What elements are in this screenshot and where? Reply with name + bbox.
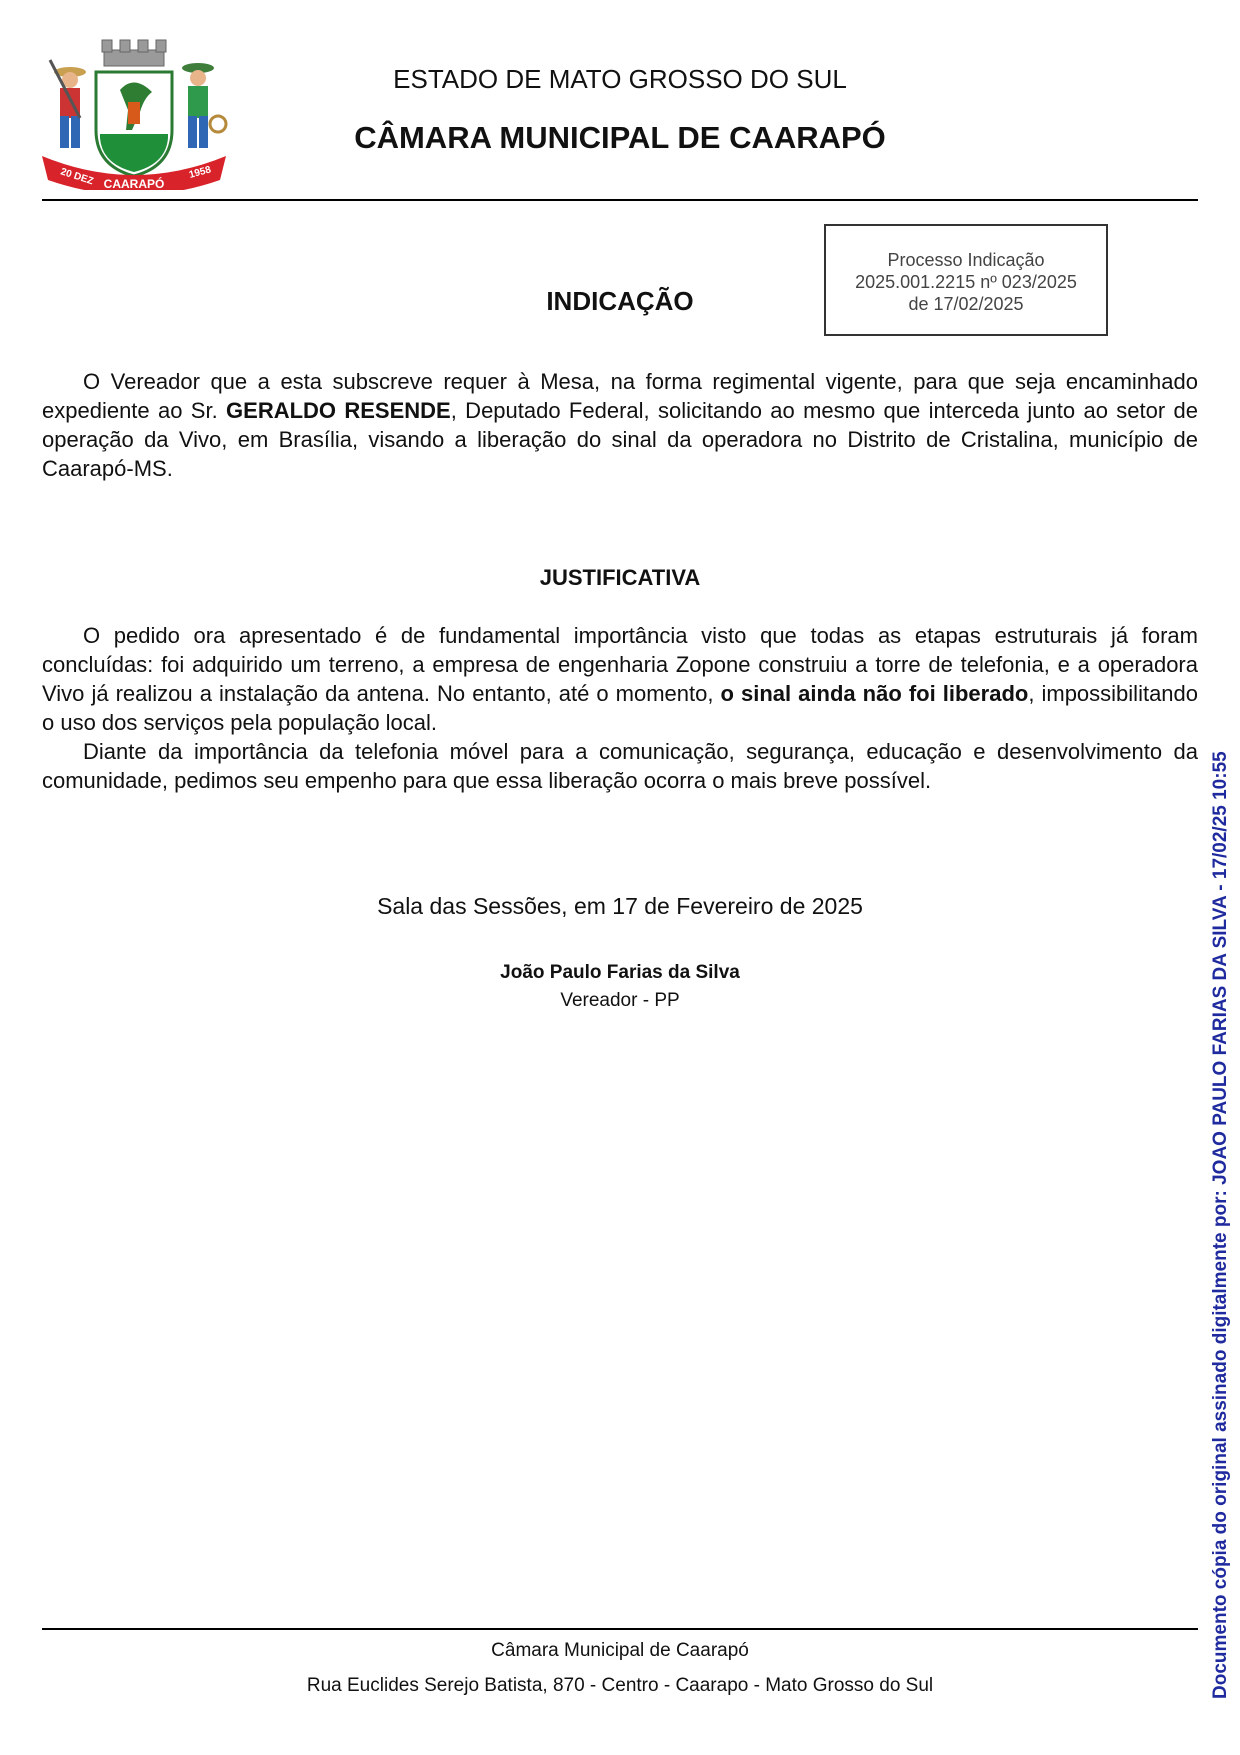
request-paragraph [42, 367, 1198, 483]
municipal-crest-logo [40, 38, 228, 190]
header-divider [42, 199, 1198, 201]
recipient-name: GERALDO RESENDE [226, 398, 451, 423]
footer-address: Rua Euclides Serejo Batista, 870 - Centro - Caarapo - Mato Grosso do Sul [306, 1675, 934, 1696]
request-text-2: , Deputado Federal, solicitando ao mesmo que interceda junto ao setor de operação da Vivo, em Brasília, visando a liberação do sinal da operadora no Distrito de Cristalina, município de Caarapó-MS. [42, 398, 1198, 481]
justification-text-1: O pedido ora apresentado é de fundamental importância visto que todas as etapas estruturais já foram concluídas: foi adquirido um terreno, a empresa de engenharia Zopone construiu a torre de telefonia, e a operadora Vivo já realizou a instalação da antena. No entanto, até o momento, [42, 623, 1198, 706]
stamp-line-2: 2025.001.2215 nº 023/2025 [855, 272, 1077, 292]
state-name: ESTADO DE MATO GROSSO DO SUL [393, 64, 847, 94]
request-text-1: O Vereador que a esta subscreve requer à Mesa, na forma regimental vigente, para que seja encaminhado expediente ao Sr. [42, 369, 1198, 423]
document-title: INDICAÇÃO [546, 286, 694, 316]
ribbon-center-text: CAARAPÓ [103, 177, 165, 190]
justification-body [42, 621, 1198, 795]
stamp-line-3: de 17/02/2025 [908, 294, 1024, 314]
process-stamp [824, 224, 1108, 336]
footer-institution: Câmara Municipal de Caarapó [491, 1640, 749, 1661]
stamp-line-1: Processo Indicação [887, 250, 1045, 270]
signer-role: Vereador - PP [560, 990, 680, 1011]
justification-text-2: , impossibilitando o uso dos serviços pela população local. [42, 681, 1199, 735]
ribbon-right-text: 1958 [187, 164, 213, 181]
digital-signature-note: Documento cópia do original assinado digitalmente por: JOAO PAULO FARIAS DA SILVA - 17/02/25 10:55 [1210, 751, 1231, 1699]
place-date: Sala das Sessões, em 17 de Fevereiro de 2025 [377, 893, 863, 919]
crown-icon [102, 40, 166, 66]
chamber-name: CÂMARA MUNICIPAL DE CAARAPÓ [354, 120, 886, 155]
ribbon-left-text: 20 DEZ [59, 166, 95, 188]
justification-paragraph-2: Diante da importância da telefonia móvel para a comunicação, segurança, educação e desenvolvimento da comunidade, pedimos seu empenho para que essa liberação ocorra o mais breve possível. [42, 739, 1198, 793]
justification-heading: JUSTIFICATIVA [539, 565, 701, 590]
right-figure-icon [182, 63, 226, 148]
signer-name: João Paulo Farias da Silva [500, 962, 740, 983]
left-figure-icon [50, 60, 86, 148]
justification-emphasis: o sinal ainda não foi liberado [720, 681, 1029, 706]
footer-divider [42, 1628, 1198, 1630]
